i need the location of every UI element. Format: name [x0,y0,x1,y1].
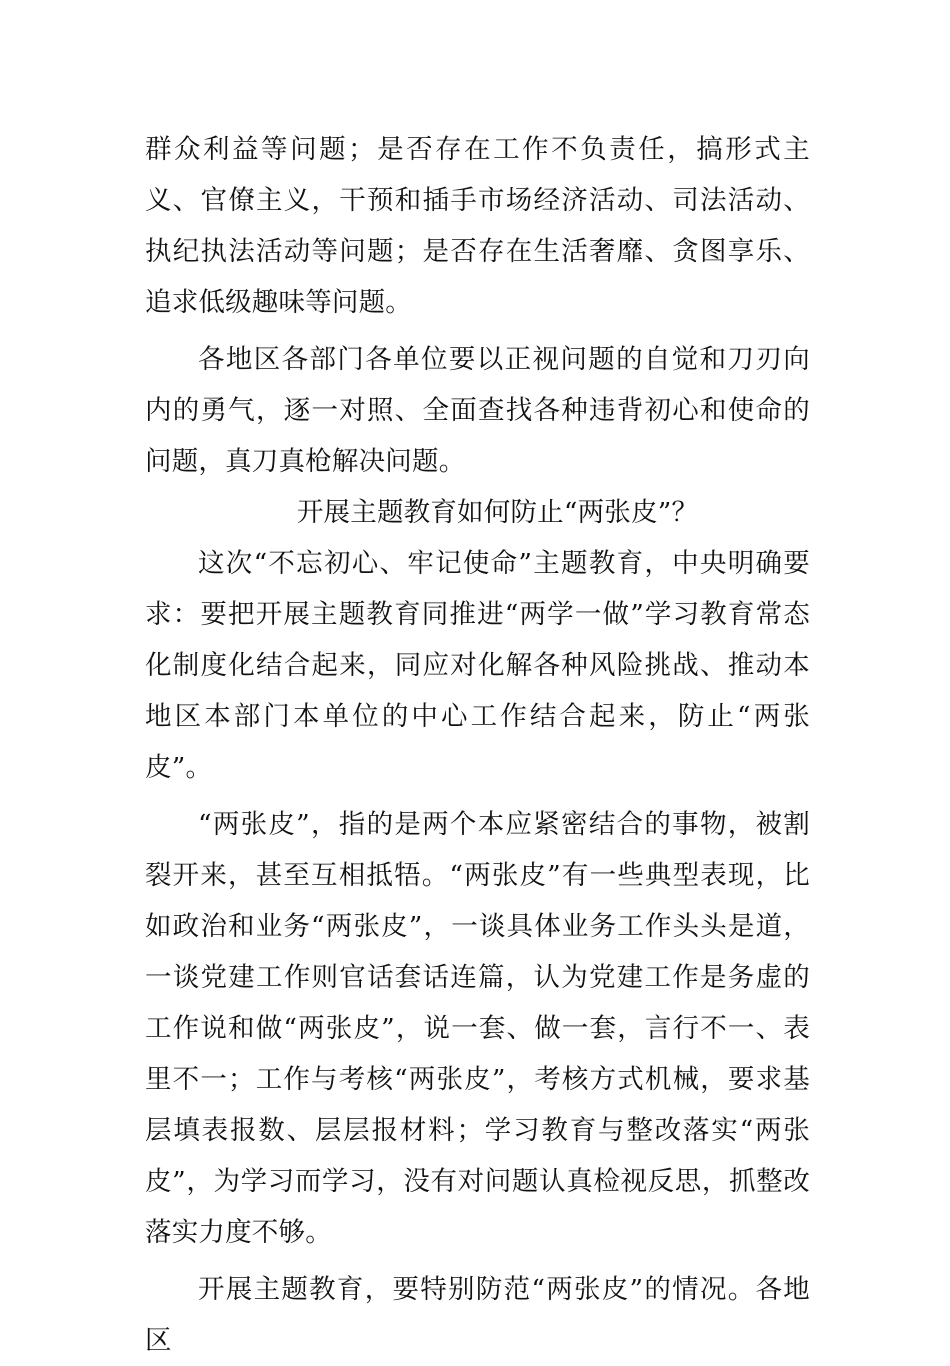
document-body [145,124,810,1366]
paragraph-continuation: 群众利益等问题；是否存在工作不负责任，搞形式主义、官僚主义，干预和插手市场经济活动、司法活动、执纪执法活动等问题；是否存在生活奢靡、贪图享乐、追求低级趣味等问题。 [145,134,810,318]
paragraph-two-skins-definition: “两张皮”，指的是两个本应紧密结合的事物，被割裂开来，甚至互相抵牾。“两张皮”有一些典型表现，比如政治和业务“两张皮”，一谈具体业务工作头头是道，一谈党建工作则官话套话连篇，认为党建工作是务虚的工作说和做“两张皮”，说一套、做一套，言行不一、表里不一；工作与考核“两张皮”，考核方式机械，要求基层填表报数、层层报材料；学习教育与整改落实“两张皮”，为学习而学习，没有对问题认真检视反思，抓整改落实力度不够。 [145,809,810,1248]
paragraph-prevention: 开展主题教育，要特别防范“两张皮”的情况。各地区 [145,1274,810,1356]
section-heading: 开展主题教育如何防止“两张皮”？ [296,497,699,528]
paragraph-central-requirement: 这次“不忘初心、牢记使命”主题教育，中央明确要求：要把开展主题教育同推进“两学一做”学习教育常态化制度化结合起来，同应对化解各种风险挑战、推动本地区本部门本单位的中心工作结合起来，防止“两张皮”。 [145,548,810,783]
paragraph-face-problems: 各地区各部门各单位要以正视问题的自觉和刀刃向内的勇气，逐一对照、全面查找各种违背初心和使命的问题，真刀真枪解决问题。 [145,344,810,477]
